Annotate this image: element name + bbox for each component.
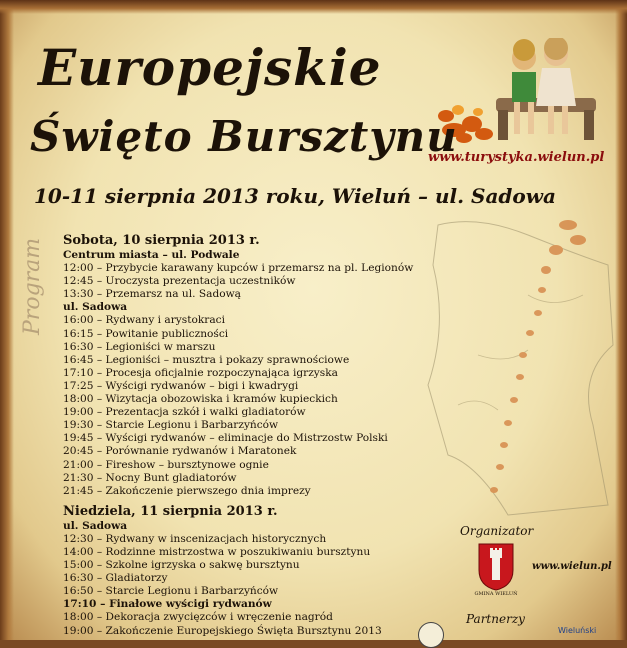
program-side-label: Program [20,237,45,335]
schedule-item: 19:00 – Prezentacja szkół i walki gladiatorów [63,406,306,419]
schedule-item: 19:30 – Starcie Legionu i Barbarzyńców [63,419,279,432]
day2-location-sadowa: ul. Sadowa [63,519,128,532]
wielun-coat-of-arms-icon [477,542,515,592]
organizer-url[interactable]: www.wielun.pl [532,561,612,572]
schedule-item: 16:00 – Rydwany i arystokraci [63,314,225,327]
schedule-item: 16:15 – Powitanie publiczności [63,327,229,340]
program-schedule [63,233,423,638]
partner-logo-text: Wieluński [558,626,597,635]
poster-title-line1: Europejskie [38,38,382,97]
amber-route-map [418,205,618,525]
schedule-item: 21:45 – Zakończenie pierwszego dnia imprezy [63,484,311,497]
schedule-item: 16:30 – Legioniści w marszu [63,340,216,353]
schedule-item: 21:30 – Nocny Bunt gladiatorów [63,471,237,484]
partner-round-logo-icon [418,622,444,648]
schedule-item: 13:30 – Przemarsz na ul. Sadową [63,288,241,301]
day1-block2-list [63,314,423,497]
schedule-item: 17:10 – Procesja oficjalnie rozpoczynająca igrzyska [63,366,338,379]
day2-heading: Niedziela, 11 sierpnia 2013 r. [63,503,278,519]
burnt-edge-left [0,0,14,640]
schedule-item: 16:45 – Legioniści – musztra i pokazy sprawnościowe [63,353,350,366]
day1-location-center: Centrum miasta – ul. Podwale [63,249,240,261]
event-date-location: 10-11 sierpnia 2013 roku, Wieluń – ul. Sadowa [34,184,556,208]
schedule-item: 12:00 – Przybycie karawany kupców i przemarsz na pl. Legionów [63,262,414,275]
schedule-item: 17:25 – Wyścigi rydwanów – bigi i kwadrygi [63,379,299,392]
day1-block1-list [63,262,423,301]
burnt-edge-top [0,0,627,14]
schedule-item: 12:45 – Uroczysta prezentacja uczestników [63,275,296,288]
schedule-item: 19:00 – Zakończenie Europejskiego Święta Bursztynu 2013 [63,624,382,637]
schedule-item: 15:00 – Szkolne igrzyska o sakwę bursztynu [63,559,300,572]
schedule-item: 21:00 – Fireshow – bursztynowe ognie [63,458,269,471]
schedule-item: 19:45 – Wyścigi rydwanów – eliminacje do Mistrzostw Polski [63,432,388,445]
schedule-item: 18:00 – Wizytacja obozowiska i kramów kupieckich [63,393,338,406]
day1-heading: Sobota, 10 sierpnia 2013 r. [63,233,260,248]
schedule-item: 18:00 – Dekoracja zwycięzców i wręczenie nagród [63,611,333,624]
partners-label: Partnerzy [466,612,525,626]
schedule-item: 12:30 – Rydwany w inscenizacjach historycznych [63,532,327,545]
crest-caption: GMINA WIELUŃ [474,591,518,597]
day1-location-sadowa: ul. Sadowa [63,301,128,314]
schedule-item: 20:45 – Porównanie rydwanów i Maratonek [63,445,297,458]
schedule-item: 16:50 – Starcie Legionu i Barbarzyńców [63,585,279,598]
organizer-label: Organizator [460,524,534,538]
tourism-url[interactable]: www.turystyka.wielun.pl [428,150,605,165]
schedule-item: 16:30 – Gladiatorzy [63,572,168,585]
poster-title-line2: Święto Bursztynu [30,112,458,161]
schedule-item: 14:00 – Rodzinne mistrzostwa w poszukiwaniu bursztynu [63,545,371,558]
schedule-item: 17:10 – Finałowe wyścigi rydwanów [63,598,272,611]
children-with-amber-illustration [436,38,601,148]
day2-list [63,533,423,638]
